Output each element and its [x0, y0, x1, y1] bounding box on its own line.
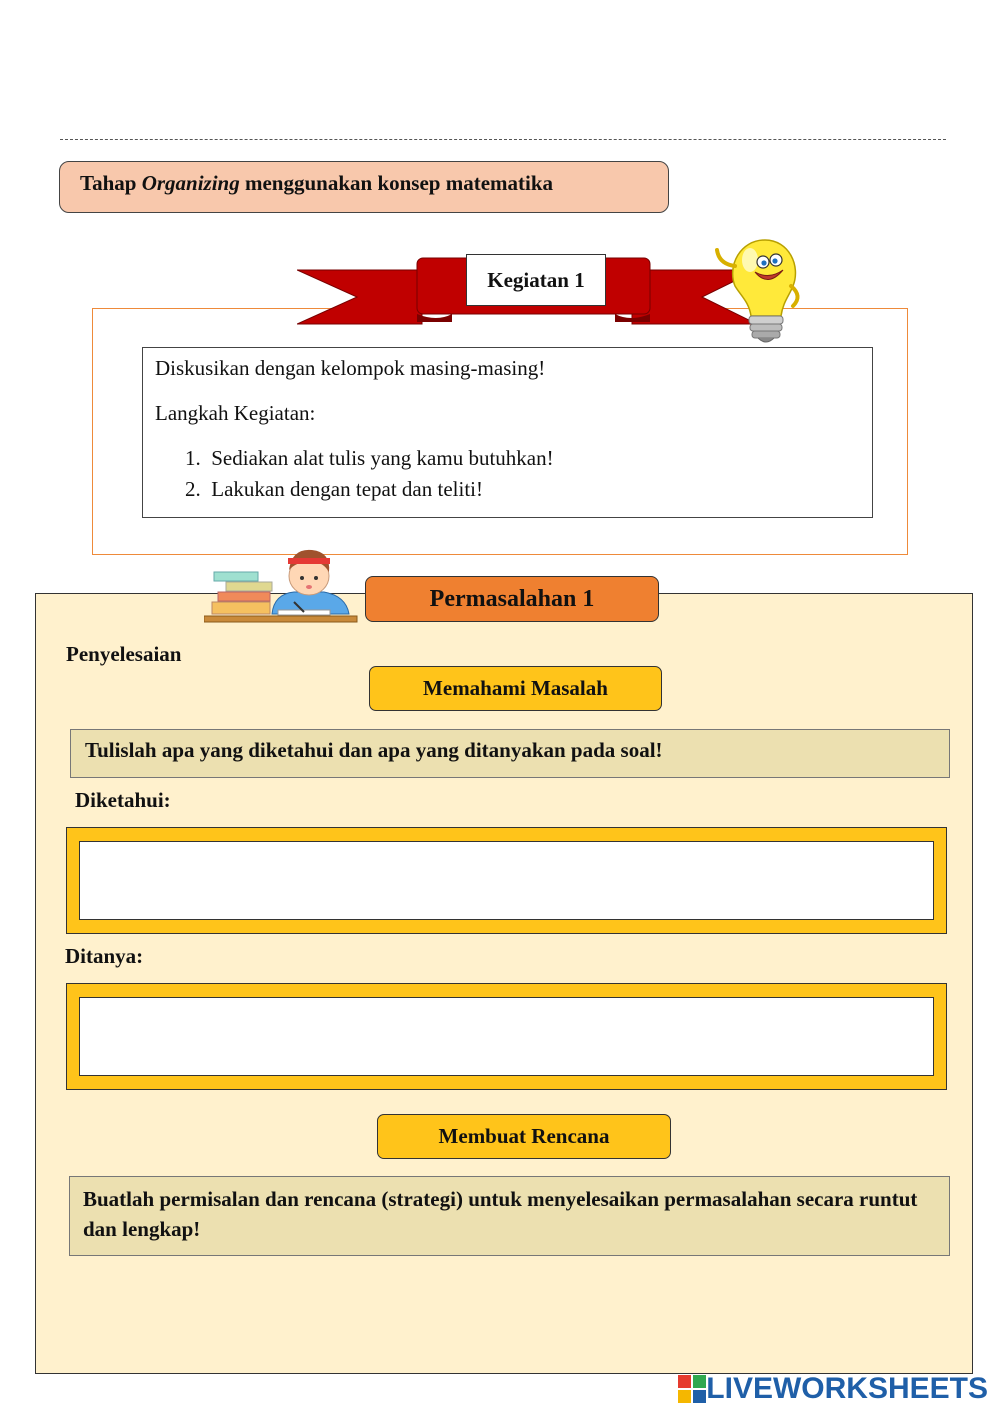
divider-dashed: [60, 139, 946, 140]
solution-label: Penyelesaian: [66, 642, 182, 666]
liveworksheets-logo-icon: [678, 1375, 706, 1403]
understand-instruction: Tulislah apa yang diketahui dan apa yang ditanyakan pada soal!: [70, 729, 950, 778]
liveworksheets-logo: [678, 1372, 988, 1406]
steps-heading: Langkah Kegiatan:: [155, 401, 316, 425]
step-item: 1. Sediakan alat tulis yang kamu butuhkan!: [185, 446, 554, 470]
stage-header: [59, 161, 669, 213]
asked-answer-frame: [66, 983, 947, 1090]
studying-kid-icon: [204, 540, 359, 624]
asked-answer-input[interactable]: [79, 997, 934, 1076]
step-item: 2. Lakukan dengan tepat dan teliti!: [185, 477, 483, 501]
problem-title: Permasalahan 1: [365, 576, 659, 622]
plan-instruction: Buatlah permisalan dan rencana (strategi) untuk menyelesaikan permasalahan secara runtut dan lengkap!: [69, 1176, 950, 1256]
activity-instructions: [142, 347, 873, 518]
activity-ribbon-label: Kegiatan 1: [466, 254, 606, 306]
lightbulb-mascot-icon: [705, 236, 810, 348]
activity-intro: Diskusikan dengan kelompok masing-masing!: [155, 356, 546, 380]
understand-problem-button[interactable]: Memahami Masalah: [369, 666, 662, 711]
known-label: Diketahui:: [75, 788, 171, 812]
known-answer-input[interactable]: [79, 841, 934, 920]
stage-title: Tahap Organizing menggunakan konsep matematika: [80, 171, 554, 195]
asked-label: Ditanya:: [65, 944, 144, 968]
make-plan-button[interactable]: Membuat Rencana: [377, 1114, 671, 1159]
known-answer-frame: [66, 827, 947, 934]
logo-text: LIVEWORKSHEETS: [706, 1372, 988, 1405]
